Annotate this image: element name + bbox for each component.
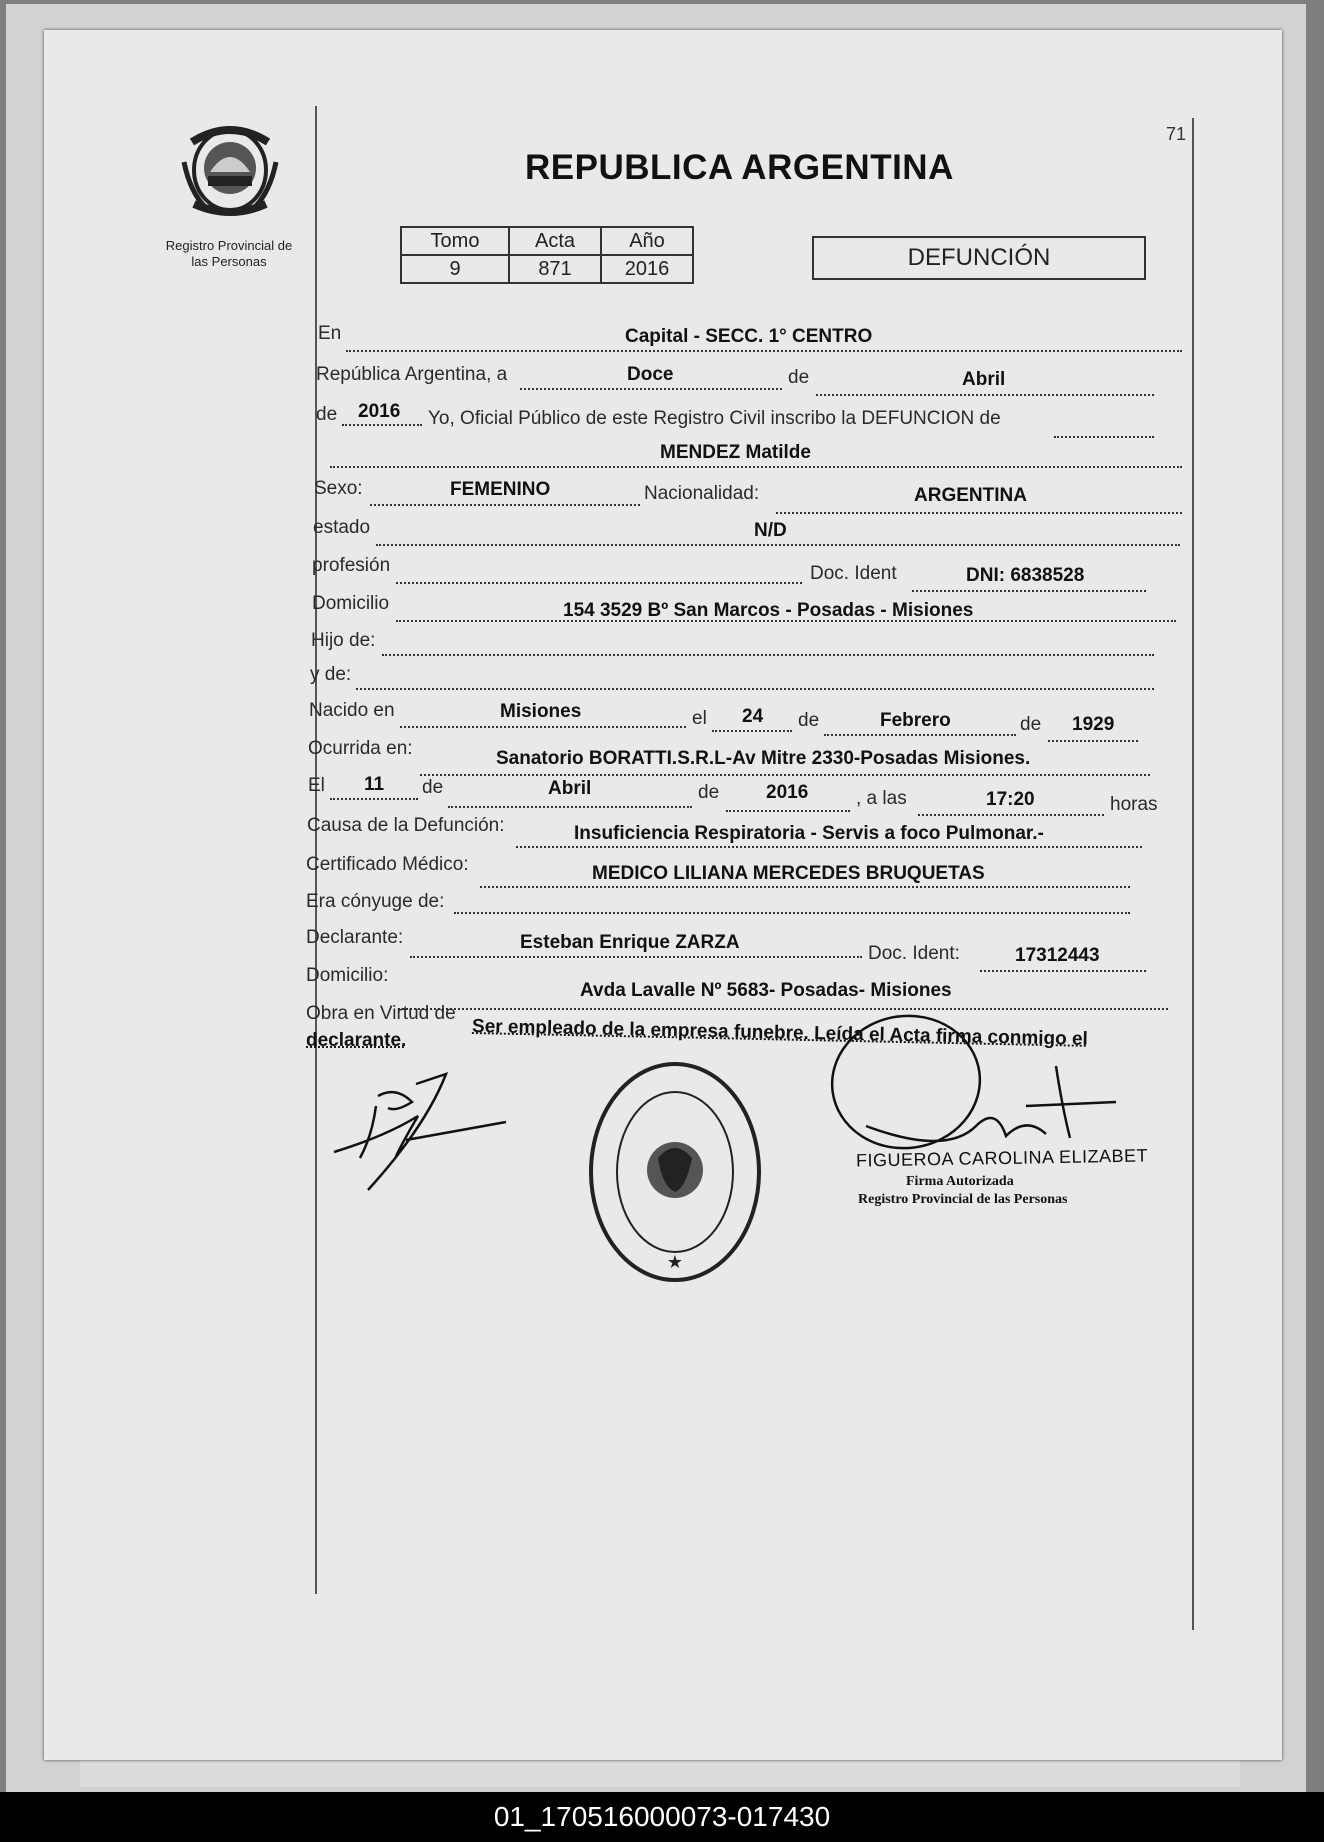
official-signature bbox=[826, 1006, 1126, 1166]
registry-caption-line-1: Registro Provincial de bbox=[165, 238, 293, 253]
fall-anio-value: 2016 bbox=[766, 782, 809, 803]
certificado-line bbox=[480, 886, 1130, 888]
hora-value: 17:20 bbox=[986, 789, 1035, 810]
domicilio-value: 154 3529 Bº San Marcos - Posadas - Misiones bbox=[563, 600, 974, 621]
el-label: el bbox=[692, 708, 707, 729]
nombre-value: MENDEZ Matilde bbox=[660, 442, 811, 463]
oficial-line bbox=[1054, 436, 1154, 438]
estado-label: estado bbox=[313, 517, 371, 538]
ocurrida-value: Sanatorio BORATTI.S.R.L-Av Mitre 2330-Posadas Misiones. bbox=[496, 748, 1031, 769]
nac-anio-line bbox=[1048, 740, 1138, 742]
nac-mes-line bbox=[824, 734, 1016, 736]
certificate-page bbox=[44, 30, 1282, 1760]
anio-line bbox=[342, 424, 422, 426]
en-line bbox=[346, 350, 1182, 352]
official-name: FIGUEROA CAROLINA ELIZABET bbox=[855, 1145, 1149, 1171]
sexo-value: FEMENINO bbox=[450, 479, 551, 500]
conyuge-label: Era cónyuge de: bbox=[306, 891, 445, 912]
official-seal bbox=[586, 1058, 764, 1286]
nacido-line bbox=[400, 726, 686, 728]
nac-dia-line bbox=[712, 730, 792, 732]
domicilio-line bbox=[396, 620, 1176, 622]
yde-line bbox=[356, 688, 1154, 690]
dia-value: Doce bbox=[627, 364, 674, 385]
left-margin-line bbox=[315, 106, 317, 1594]
doc-ident-value: DNI: 6838528 bbox=[966, 565, 1085, 586]
de-label-2: de bbox=[316, 404, 338, 425]
causa-line bbox=[516, 846, 1142, 848]
file-id-footer: 01_170516000073-017430 bbox=[0, 1792, 1324, 1842]
svg-text:★: ★ bbox=[666, 1252, 684, 1273]
fall-mes-value: Abril bbox=[548, 778, 592, 799]
nac-mes-value: Febrero bbox=[880, 710, 951, 731]
fall-anio-line bbox=[726, 810, 850, 812]
mes-line bbox=[816, 394, 1154, 396]
estado-value: N/D bbox=[754, 520, 787, 541]
hijo-line bbox=[382, 654, 1154, 656]
header-tomo: Tomo bbox=[401, 227, 509, 255]
fall-mes-line bbox=[448, 806, 692, 808]
de-label-1: de bbox=[788, 367, 810, 388]
right-margin-line bbox=[1192, 118, 1194, 1630]
decl-dom-label: Domicilio: bbox=[306, 965, 389, 986]
value-tomo: 9 bbox=[401, 255, 509, 283]
header-acta: Acta bbox=[509, 227, 601, 255]
ocurrida-line bbox=[420, 774, 1150, 776]
doc-ident-line bbox=[912, 590, 1146, 592]
nacido-value: Misiones bbox=[500, 701, 582, 722]
obra-label: Obra en Virtud de bbox=[306, 1003, 456, 1024]
estado-line bbox=[376, 544, 1180, 546]
el-cap-label: El bbox=[308, 775, 325, 796]
domicilio-label: Domicilio bbox=[312, 593, 390, 614]
conyuge-line bbox=[454, 912, 1130, 914]
header-anio: Año bbox=[601, 227, 693, 255]
oficial-text: Yo, Oficial Público de este Registro Civil inscribo la DEFUNCION de bbox=[428, 408, 1001, 429]
declarante-line bbox=[410, 956, 862, 958]
nac-anio-value: 1929 bbox=[1072, 714, 1115, 735]
profesion-line bbox=[396, 582, 802, 584]
decl-doc-line bbox=[980, 970, 1146, 972]
obra-value-2: declarante. bbox=[306, 1030, 407, 1051]
de-label-6: de bbox=[698, 782, 720, 803]
anio-value: 2016 bbox=[358, 401, 401, 422]
page-title: REPUBLICA ARGENTINA bbox=[525, 148, 954, 187]
certificado-value: MEDICO LILIANA MERCEDES BRUQUETAS bbox=[592, 863, 985, 884]
official-org: Registro Provincial de las Personas bbox=[858, 1192, 1068, 1207]
alas-label: , a las bbox=[856, 788, 907, 809]
nac-dia-value: 24 bbox=[742, 706, 764, 727]
de-label-5: de bbox=[422, 777, 444, 798]
de-label-3: de bbox=[798, 710, 820, 731]
fall-dia-line bbox=[330, 798, 418, 800]
causa-value: Insuficiencia Respiratoria - Servis a foco Pulmonar.- bbox=[574, 823, 1044, 844]
en-label: En bbox=[318, 323, 342, 344]
nacionalidad-label: Nacionalidad: bbox=[644, 483, 760, 504]
nombre-line bbox=[330, 466, 1182, 468]
ocurrida-label: Ocurrida en: bbox=[308, 738, 413, 759]
act-type-box: DEFUNCIÓN bbox=[812, 236, 1146, 280]
official-role: Firma Autorizada bbox=[906, 1174, 1014, 1189]
profesion-label: profesión bbox=[312, 555, 391, 576]
certificado-label: Certificado Médico: bbox=[306, 854, 469, 875]
decl-doc-label: Doc. Ident: bbox=[868, 943, 960, 964]
nacionalidad-line bbox=[776, 512, 1182, 514]
value-anio: 2016 bbox=[601, 255, 693, 283]
declarante-label: Declarante: bbox=[306, 927, 404, 948]
declarant-signature bbox=[326, 1066, 516, 1196]
hijo-label: Hijo de: bbox=[311, 630, 376, 651]
dia-line bbox=[520, 388, 782, 390]
value-acta: 871 bbox=[509, 255, 601, 283]
provincial-shield-logo bbox=[176, 112, 284, 224]
nacido-label: Nacido en bbox=[309, 700, 395, 721]
registry-caption bbox=[148, 238, 310, 270]
sexo-line bbox=[370, 504, 640, 506]
doc-ident-label: Doc. Ident bbox=[810, 563, 897, 584]
record-table bbox=[400, 226, 694, 284]
republica-label: República Argentina, a bbox=[316, 364, 508, 385]
yde-label: y de: bbox=[310, 664, 352, 685]
fall-dia-value: 11 bbox=[364, 774, 385, 795]
mes-value: Abril bbox=[962, 369, 1006, 390]
de-label-4: de bbox=[1020, 714, 1042, 735]
en-value: Capital - SECC. 1° CENTRO bbox=[625, 326, 873, 347]
causa-label: Causa de la Defunción: bbox=[307, 815, 505, 836]
page-number: 71 bbox=[1166, 124, 1187, 144]
registry-caption-line-2: las Personas bbox=[191, 254, 267, 269]
decl-doc-value: 17312443 bbox=[1015, 945, 1100, 966]
obra-value-1: Ser empleado de la empresa funebre. Leída el Acta firma conmigo el bbox=[471, 1016, 1089, 1050]
hora-line bbox=[918, 814, 1104, 816]
sexo-label: Sexo: bbox=[314, 478, 363, 499]
nacionalidad-value: ARGENTINA bbox=[914, 485, 1027, 506]
decl-dom-value: Avda Lavalle Nº 5683- Posadas- Misiones bbox=[580, 980, 952, 1001]
declarante-value: Esteban Enrique ZARZA bbox=[520, 932, 740, 953]
record-table-header bbox=[401, 227, 693, 255]
record-table-values bbox=[401, 255, 693, 283]
horas-label: horas bbox=[1110, 794, 1158, 815]
